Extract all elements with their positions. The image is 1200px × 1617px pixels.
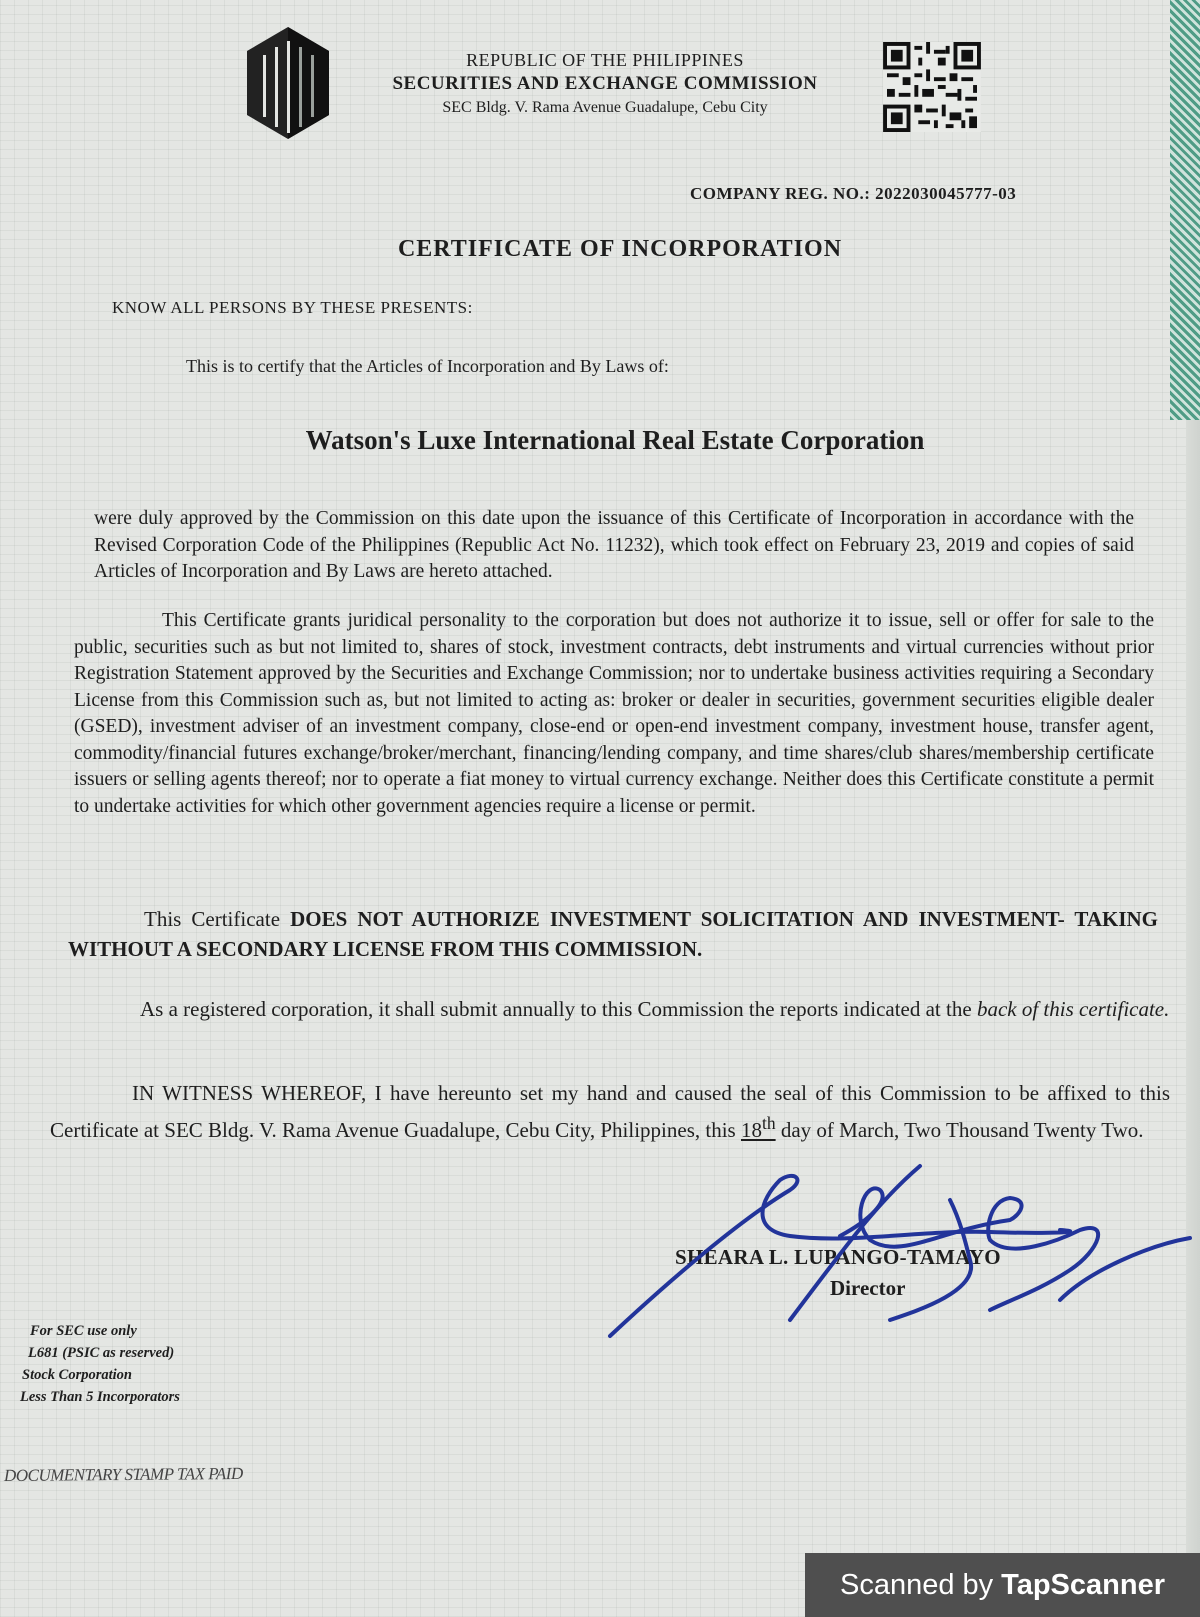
witness-day [740,1113,776,1142]
company-reg-no [690,184,1016,204]
annual-tail: back of this certificate. [976,997,1170,1021]
sec-use-line: L681 (PSIC as reserved) [28,1345,175,1361]
notice-lead: This Certificate [144,907,281,931]
green-border-edge [1170,0,1200,420]
sec-use-line: For SEC use only [30,1323,137,1339]
scanner-watermark [805,1553,1200,1617]
sec-use-block [20,1320,180,1408]
documentary-stamp-text: DOCUMENTARY STAMP TAX PAID [3,1463,243,1486]
signatory-name: SHEARA L. LUPANGO-TAMAYO [675,1245,1001,1269]
handwritten-signature [590,1160,1200,1350]
witness-paragraph [50,1078,1170,1145]
witness-day-suffix: th [761,1113,776,1133]
commission-name: SECURITIES AND EXCHANGE COMMISSION [392,73,818,94]
annual-lead: As a registered corporation, it shall submit annually to this Commission the reports indicated at the [140,997,972,1021]
certify-line: This is to certify that the Articles of Incorporation and By Laws of: [186,356,669,376]
agency-header [355,48,855,120]
sec-use-line: Stock Corporation [22,1367,132,1383]
notice-bold: DOES NOT AUTHORIZE INVESTMENT SOLICITATION AND INVESTMENT- TAKING WITHOUT A SECONDARY LICENSE FROM THIS COMMISSION. [68,907,1159,961]
corporation-name: Watson's Luxe International Real Estate Corporation [305,425,925,455]
witness-tail: day of March, Two Thousand Twenty Two. [780,1118,1144,1142]
annual-report-paragraph [60,994,1170,1024]
scanner-brand: TapScanner [1001,1568,1166,1601]
approval-paragraph: were duly approved by the Commission on this date upon the issuance of this Certificate of Incorporation in accordance with the Revised Corporation Code of the Philippines (Republic Act No. 11232), which took effect on February 23, 2019 and copies of said Articles of Incorporation and By Laws are hereto attached. [94,508,1134,582]
grants-paragraph: This Certificate grants juridical personality to the corporation but does not authorize it to issue, sell or offer for sale to the public, securities such as but not limited to, shares of stock, investment contracts, debt instruments and virtual currencies without prior Registration Statement approved by the Securities and Exchange Commission; nor to undertake business activities requiring a Secondary License from this Commission such as, but not limited to acting as: broker or dealer in securities, government securities eligible dealer (GSED), investment adviser of an investment company, close-end or open-end investment company, investment house, transfer agent, commodity/financial futures exchange/broker/merchant, financing/lending company, and time shares/club shares/membership certificate issuers or selling agents thereof; nor to operate a fiat money to virtual currency exchange. Neither does this Certificate constitute a permit to undertake activities for which other government agencies require a license or permit. [74,610,1154,817]
republic-line: REPUBLIC OF THE PHILIPPINES [466,50,744,70]
sec-use-line: Less Than 5 Incorporators [20,1389,180,1405]
witness-day-number: 18 [740,1118,762,1142]
certificate-title: CERTIFICATE OF INCORPORATION [397,236,843,262]
scanner-prefix: Scanned by [839,1568,994,1601]
notice-paragraph [68,904,1158,964]
page-edge [1186,420,1200,1617]
sec-logo-icon [245,25,331,141]
commission-address: SEC Bldg. V. Rama Avenue Guadalupe, Cebu City [442,99,768,116]
salutation: KNOW ALL PERSONS BY THESE PRESENTS: [112,298,473,317]
reg-no-value: 2022030045777-03 [875,184,1017,203]
signatory-title: Director [830,1276,906,1300]
qr-code-icon [883,42,981,132]
reg-no-label: COMPANY REG. NO.: [690,184,871,203]
witness-lead: IN WITNESS WHEREOF, I have hereunto set my hand and caused the seal of this Commission to be affixed to this Certificate at SEC Bldg. V. Rama Avenue Guadalupe, Cebu City, Philippines, this [50,1081,1170,1142]
